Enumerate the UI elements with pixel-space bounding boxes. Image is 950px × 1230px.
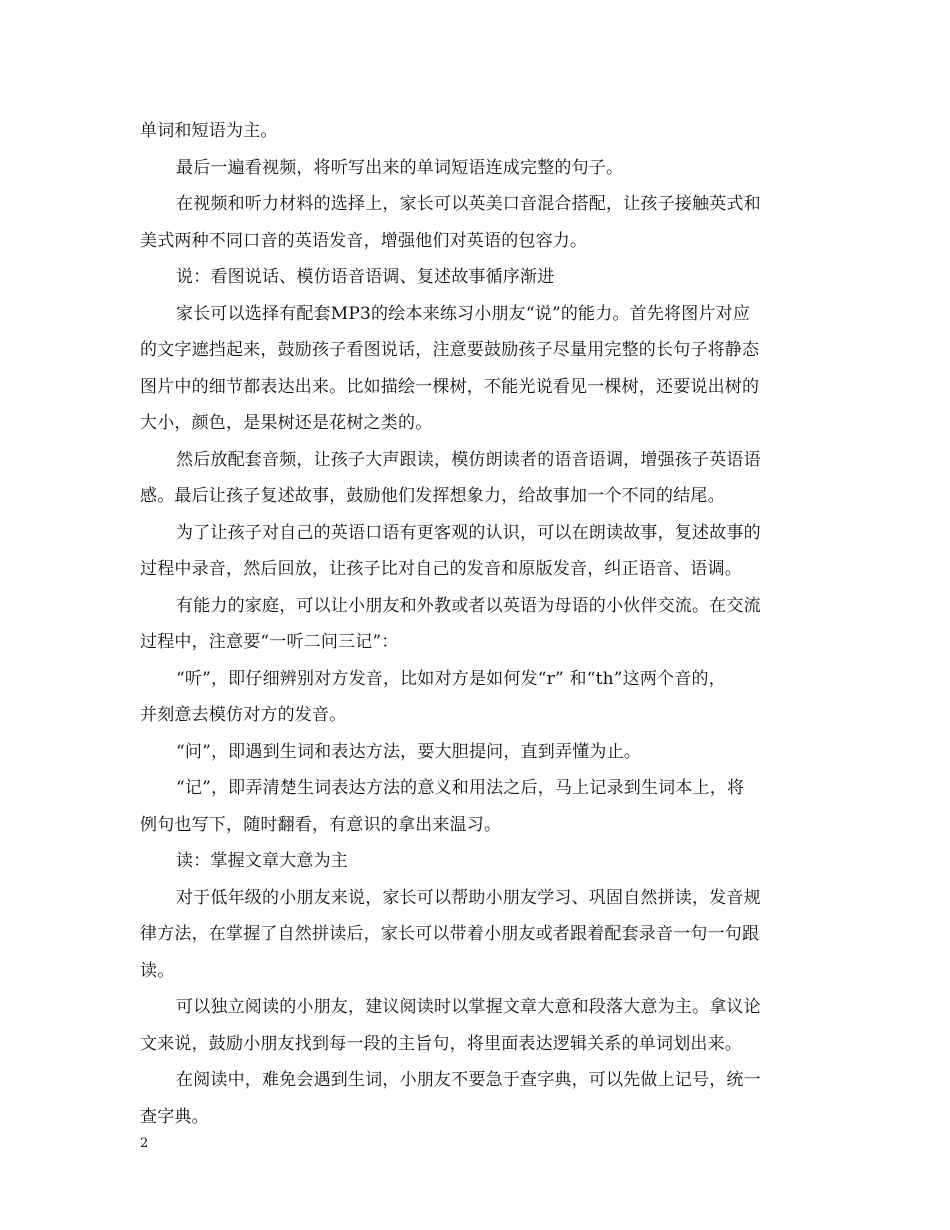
text-line: 大小，颜色，是果树还是花树之类的。	[140, 413, 433, 433]
text-line: 单词和短语为主。	[140, 121, 278, 141]
text-line: 例句也写下，随时翻看，有意识的拿出来温习。	[140, 814, 502, 835]
text-line: 有能力的家庭，可以让小朋友和外教或者以英语为母语的小伙伴交流。在交流	[176, 595, 761, 616]
text-line: 读：掌握文章大意为主	[176, 851, 348, 871]
text-line: 过程中，注意要“一听二问三记”：	[140, 632, 399, 652]
text-line: 图片中的细节都表达出来。比如描绘一棵树，不能光说看见一棵树，还要说出树的	[140, 376, 760, 397]
text-line: 说：看图说话、模仿语音语调、复述故事循序渐进	[176, 267, 555, 287]
text-line: 家长可以选择有配套MP3的绘本来练习小朋友“说”的能力。首先将图片对应	[176, 303, 751, 324]
text-line: 可以独立阅读的小朋友，建议阅读时以掌握文章大意和段落大意为主。拿议论	[176, 997, 761, 1017]
text-line: 为了让孩子对自己的英语口语有更客观的认识，可以在朗读故事，复述故事的	[176, 522, 761, 543]
text-line: “记”，即弄清楚生词表达方法的意义和用法之后，马上记录到生词本上，将	[176, 778, 745, 798]
page-number: 2	[140, 1136, 149, 1151]
text-line: 然后放配套音频，让孩子大声跟读，模仿朗读者的语音语调，增强孩子英语语	[176, 449, 761, 470]
text-line: 并刻意去模仿对方的发音。	[140, 705, 347, 725]
text-line: 的文字遮挡起来，鼓励孩子看图说话，注意要鼓励孩子尽量用完整的长句子将静态	[140, 340, 760, 360]
text-line: “听”，即仔细辨别对方发音，比如对方是如何发“r” 和“th”这两个音的，	[176, 668, 726, 689]
text-line: 读。	[140, 960, 175, 981]
text-line: 对于低年级的小朋友来说，家长可以帮助小朋友学习、巩固自然拼读，发音规	[176, 887, 761, 908]
text-line: 查字典。	[140, 1106, 209, 1127]
text-line: 在视频和听力材料的选择上，家长可以英美口音混合搭配，让孩子接触英式和	[176, 194, 761, 214]
text-line: 在阅读中，难免会遇到生词，小朋友不要急于查字典，可以先做上记号，统一	[176, 1070, 761, 1090]
text-line: 感。最后让孩子复述故事，鼓励他们发挥想象力，给故事加一个不同的结尾。	[140, 486, 725, 506]
text-line: 美式两种不同口音的英语发音，增强他们对英语的包容力。	[140, 230, 588, 251]
text-line: 过程中录音，然后回放，让孩子比对自己的发音和原版发音，纠正语音、语调。	[140, 559, 742, 579]
text-line: 律方法，在掌握了自然拼读后，家长可以带着小朋友或者跟着配套录音一句一句跟	[140, 924, 760, 944]
body-text	[140, 113, 820, 1135]
text-line: “问”，即遇到生词和表达方法，要大胆提问，直到弄懂为止。	[176, 741, 641, 762]
text-line: 最后一遍看视频，将听写出来的单词短语连成完整的句子。	[176, 157, 624, 178]
text-line: 文来说，鼓励小朋友找到每一段的主旨句，将里面表达逻辑关系的单词划出来。	[140, 1033, 742, 1054]
